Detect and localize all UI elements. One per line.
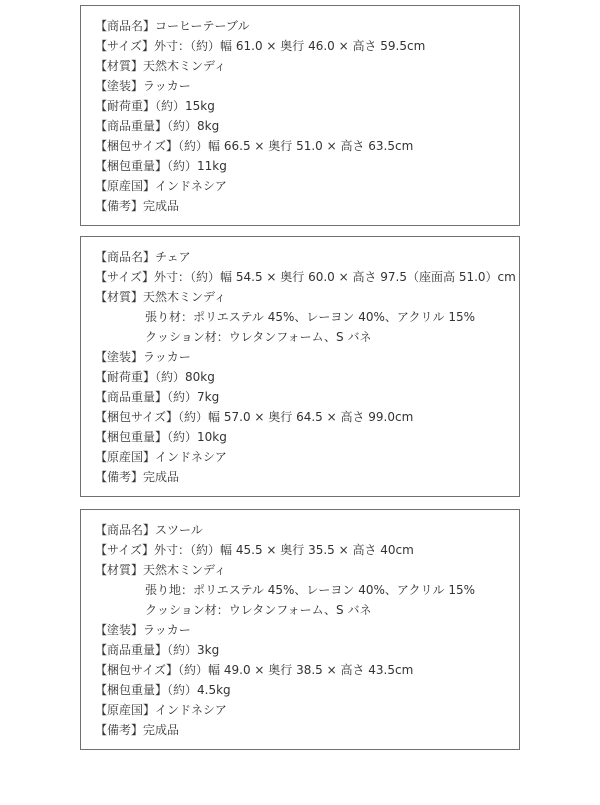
spec-material: 【材質】天然木ミンディ: [95, 59, 227, 73]
spec-material: 【材質】天然木ミンディ: [95, 290, 227, 304]
spec-package-weight: 【梱包重量】（約）4.5kg: [95, 683, 231, 697]
spec-origin: 【原産国】インドネシア: [95, 179, 227, 193]
spec-size: 【サイズ】外寸：（約）幅 61.0 × 奥行 46.0 × 高さ 59.5cm: [95, 39, 426, 53]
spec-cushion: クッション材：ウレタンフォーム、S バネ: [145, 603, 372, 617]
spec-load-capacity: 【耐荷重】（約）15kg: [95, 99, 215, 113]
coffee-table-spec-box: [80, 5, 520, 226]
spec-package-size: 【梱包サイズ】（約）幅 66.5 × 奥行 51.0 × 高さ 63.5cm: [95, 139, 414, 153]
spec-package-weight: 【梱包重量】（約）11kg: [95, 159, 227, 173]
spec-product-name: 【商品名】チェア: [95, 250, 191, 264]
spec-product-weight: 【商品重量】（約）7kg: [95, 390, 220, 404]
spec-product-name: 【商品名】コーヒーテーブル: [95, 19, 250, 33]
spec-upholstery: 張り材：ポリエステル 45%、レーヨン 40%、アクリル 15%: [145, 310, 476, 324]
spec-notes: 【備考】完成品: [95, 199, 180, 213]
spec-product-name: 【商品名】スツール: [95, 523, 203, 537]
spec-finish: 【塗装】ラッカー: [95, 350, 191, 364]
spec-product-weight: 【商品重量】（約）8kg: [95, 119, 220, 133]
spec-package-size: 【梱包サイズ】（約）幅 49.0 × 奥行 38.5 × 高さ 43.5cm: [95, 663, 414, 677]
spec-package-weight: 【梱包重量】（約）10kg: [95, 430, 227, 444]
spec-package-size: 【梱包サイズ】（約）幅 57.0 × 奥行 64.5 × 高さ 99.0cm: [95, 410, 414, 424]
spec-origin: 【原産国】インドネシア: [95, 703, 227, 717]
spec-cushion: クッション材：ウレタンフォーム、S バネ: [145, 330, 372, 344]
spec-material: 【材質】天然木ミンディ: [95, 563, 227, 577]
spec-size: 【サイズ】外寸：（約）幅 54.5 × 奥行 60.0 × 高さ 97.5（座面高 51.0）cm: [95, 270, 516, 284]
spec-upholstery: 張り地：ポリエステル 45%、レーヨン 40%、アクリル 15%: [145, 583, 476, 597]
spec-notes: 【備考】完成品: [95, 723, 180, 737]
spec-product-weight: 【商品重量】（約）3kg: [95, 643, 220, 657]
spec-origin: 【原産国】インドネシア: [95, 450, 227, 464]
chair-spec-box: [80, 236, 520, 497]
spec-finish: 【塗装】ラッカー: [95, 623, 191, 637]
spec-notes: 【備考】完成品: [95, 470, 180, 484]
stool-spec-box: [80, 509, 520, 750]
spec-finish: 【塗装】ラッカー: [95, 79, 191, 93]
spec-load-capacity: 【耐荷重】（約）80kg: [95, 370, 215, 384]
spec-size: 【サイズ】外寸：（約）幅 45.5 × 奥行 35.5 × 高さ 40cm: [95, 543, 414, 557]
